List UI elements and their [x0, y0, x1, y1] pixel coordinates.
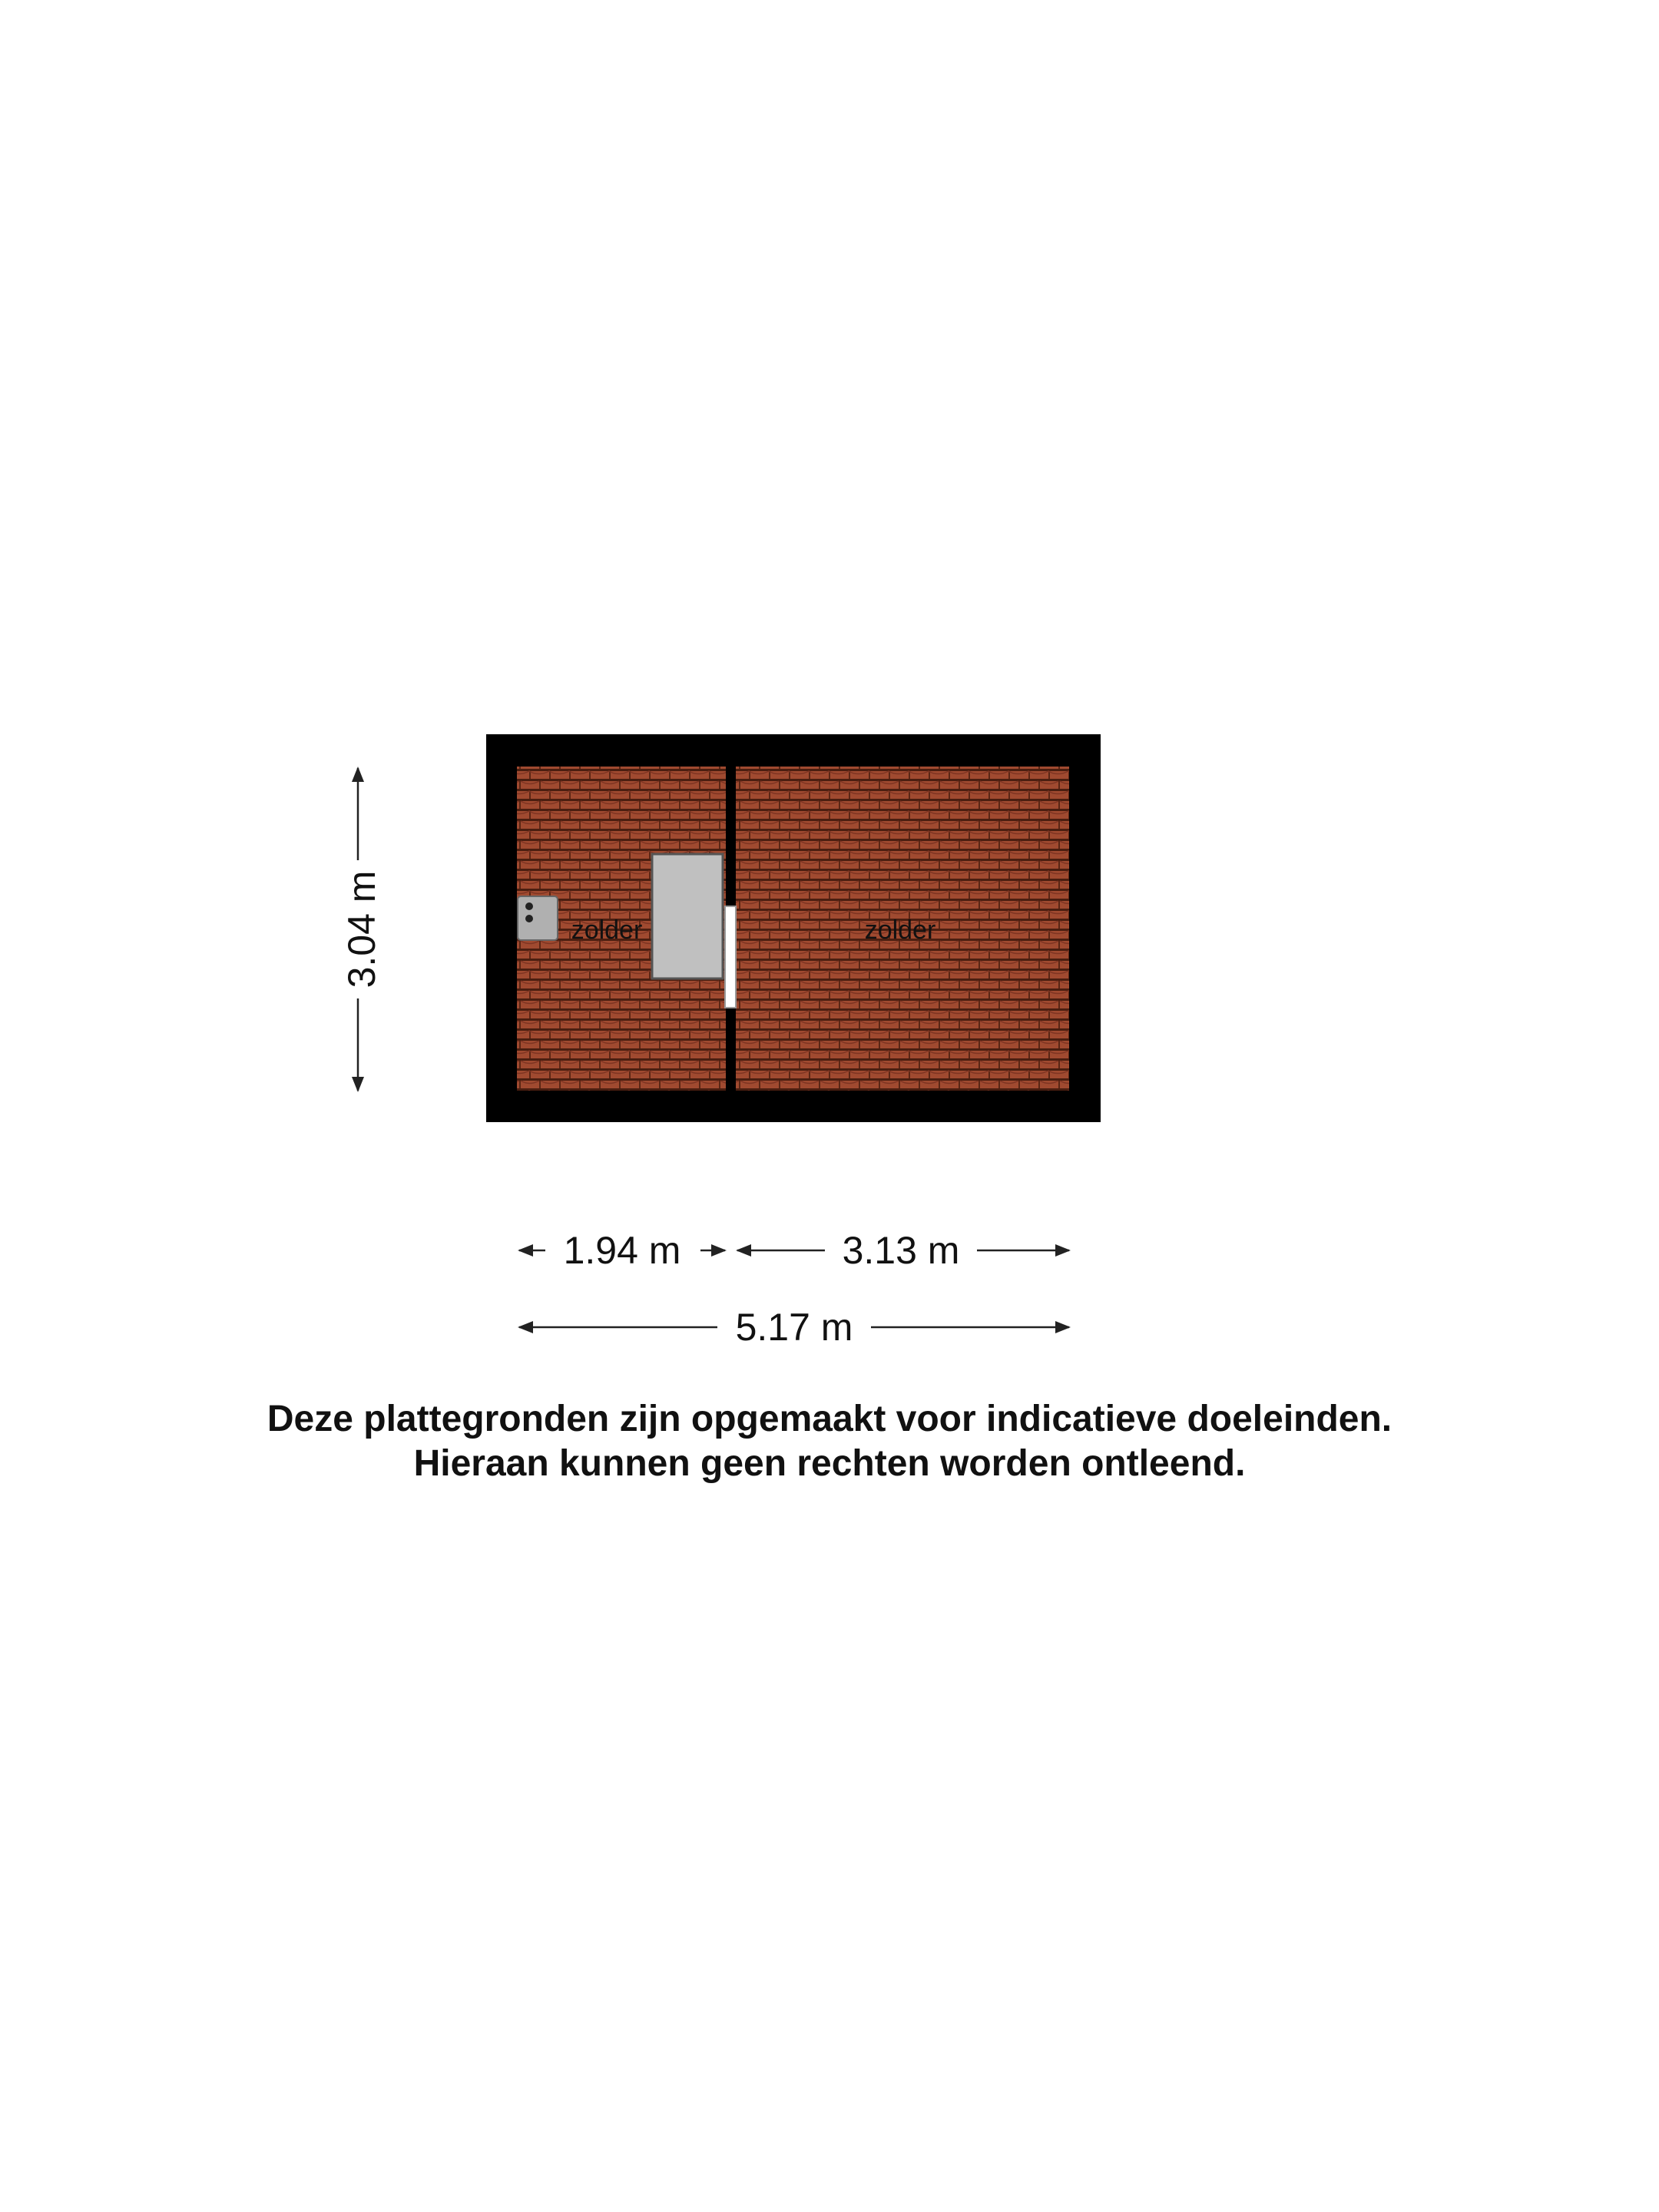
room-label-right: zolder [864, 916, 936, 945]
boiler-icon [518, 896, 558, 940]
staircase [652, 854, 723, 979]
width-total-label: 5.17 m [735, 1306, 853, 1349]
disclaimer-line-2: Hieraan kunnen geen rechten worden ontleend. [413, 1443, 1246, 1484]
disclaimer-line-1: Deze plattegronden zijn opgemaakt voor indicatieve doeleinden. [267, 1399, 1392, 1439]
width-left-label: 1.94 m [563, 1229, 681, 1272]
room-label-left: zolder [571, 916, 643, 945]
width-right-label: 3.13 m [842, 1229, 960, 1272]
door-opening [725, 906, 736, 1008]
height-dimension-label: 3.04 m [340, 870, 383, 988]
